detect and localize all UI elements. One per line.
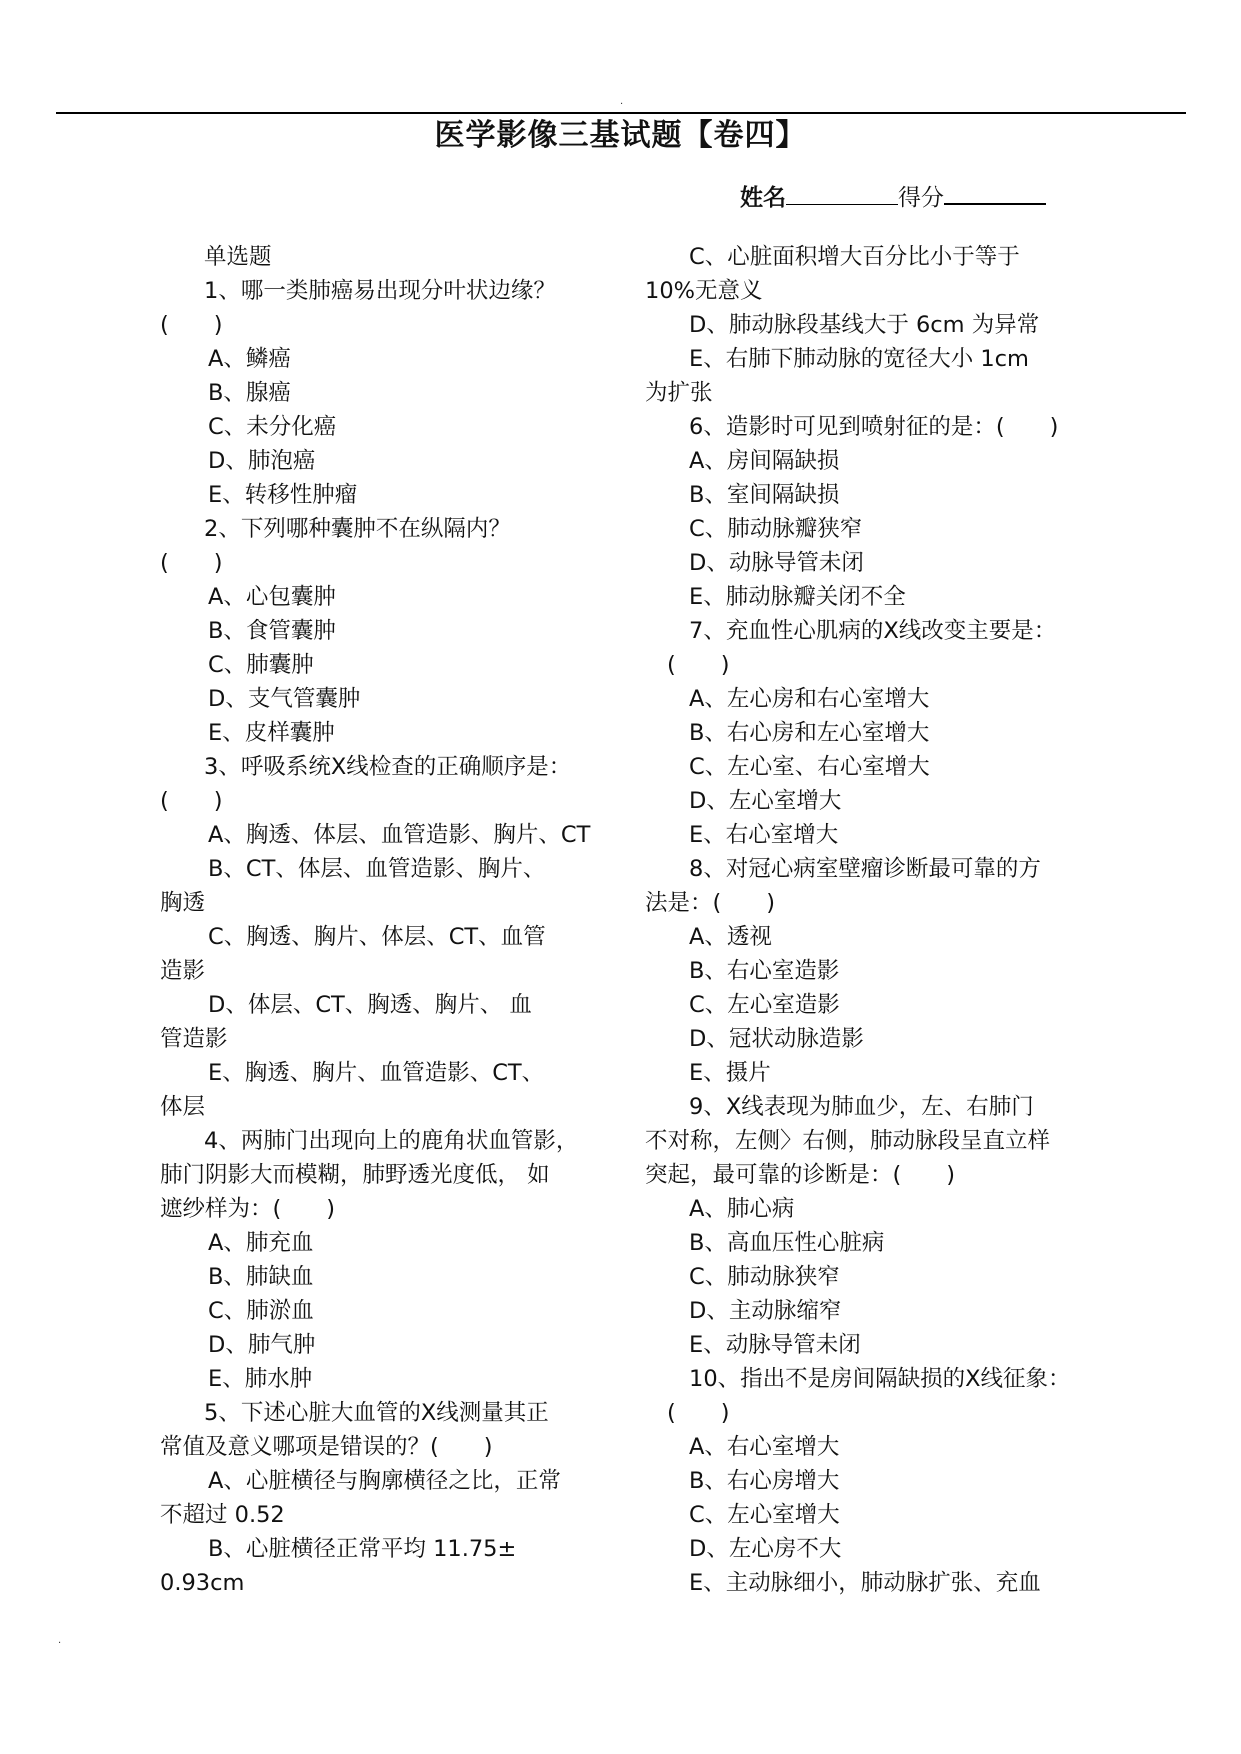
question-line: 9、X线表现为肺血少，左、右肺门	[689, 1094, 1034, 1120]
name-blank[interactable]	[786, 184, 898, 205]
question-line: D、肺动脉段基线大于 6cm 为异常	[689, 312, 1040, 338]
question-line: 0.93cm	[160, 1570, 245, 1596]
question-line: 不对称，左侧〉右侧，肺动脉段呈直立样	[645, 1128, 1051, 1154]
question-line: D、支气管囊肿	[208, 686, 361, 712]
question-line: D、主动脉缩窄	[689, 1298, 842, 1324]
question-line: 6、造影时可见到喷射征的是：( )	[689, 414, 1059, 440]
question-line: B、心脏横径正常平均 11.75±	[208, 1536, 517, 1562]
question-line: 不超过 0.52	[160, 1502, 285, 1528]
question-line: 5、下述心脏大血管的X线测量其正	[204, 1400, 549, 1426]
question-line: E、主动脉细小，肺动脉扩张、充血	[689, 1570, 1041, 1596]
question-line: 突起，最可靠的诊断是：( )	[645, 1162, 956, 1188]
question-line: 10、指出不是房间隔缺损的X线征象：	[689, 1366, 1071, 1392]
footer-dot: .	[58, 1635, 62, 1646]
question-line: B、右心房增大	[689, 1468, 840, 1494]
question-line: E、动脉导管未闭	[689, 1332, 861, 1358]
question-line: 体层	[160, 1094, 206, 1120]
question-line: A、透视	[689, 924, 772, 950]
question-line: 管造影	[160, 1026, 228, 1052]
question-line: C、左心室增大	[689, 1502, 840, 1528]
question-line: D、冠状动脉造影	[689, 1026, 864, 1052]
question-line: A、房间隔缺损	[689, 448, 840, 474]
question-line: ( )	[160, 550, 223, 576]
question-line: ( )	[160, 312, 223, 338]
question-line: C、左心室造影	[689, 992, 840, 1018]
question-line: 遮纱样为：( )	[160, 1196, 336, 1222]
header-dot: .	[620, 96, 624, 107]
question-line: A、心脏横径与胸廓横径之比，正常	[208, 1468, 561, 1494]
question-line: C、未分化癌	[208, 414, 337, 440]
question-line: B、高血压性心脏病	[689, 1230, 885, 1256]
question-line: E、肺水肿	[208, 1366, 313, 1392]
question-line: 法是：( )	[645, 890, 776, 916]
question-line: B、肺缺血	[208, 1264, 314, 1290]
question-line: A、鳞癌	[208, 346, 291, 372]
question-line: 单选题	[204, 244, 272, 270]
question-line: 常值及意义哪项是错误的？( )	[160, 1434, 493, 1460]
score-label: 得分	[898, 185, 944, 211]
name-label: 姓名	[740, 185, 786, 211]
question-line: 造影	[160, 958, 206, 984]
question-line: C、肺淤血	[208, 1298, 314, 1324]
question-line: B、CT、体层、血管造影、胸片、	[208, 856, 546, 882]
question-line: A、心包囊肿	[208, 584, 336, 610]
question-line: D、左心室增大	[689, 788, 842, 814]
question-line: B、右心室造影	[689, 958, 840, 984]
question-line: ( )	[160, 788, 223, 814]
question-line: C、肺动脉狭窄	[689, 1264, 840, 1290]
question-line: C、肺动脉瓣狭窄	[689, 516, 863, 542]
question-line: 2、下列哪种囊肿不在纵隔内？	[204, 516, 511, 542]
right-column	[645, 240, 1085, 1600]
question-line: E、胸透、胸片、血管造影、CT、	[208, 1060, 545, 1086]
question-line: B、腺癌	[208, 380, 291, 406]
question-line: 肺门阴影大而模糊，肺野透光度低， 如	[160, 1162, 550, 1188]
name-score-line	[740, 180, 1046, 216]
question-line: A、胸透、体层、血管造影、胸片、CT	[208, 822, 591, 848]
question-line: ( )	[667, 652, 730, 678]
question-line: B、右心房和左心室增大	[689, 720, 930, 746]
question-line: 1、哪一类肺癌易出现分叶状边缘？	[204, 278, 556, 304]
question-line: B、室间隔缺损	[689, 482, 840, 508]
question-line: C、肺囊肿	[208, 652, 314, 678]
question-line: 为扩张	[645, 380, 713, 406]
question-line: A、右心室增大	[689, 1434, 840, 1460]
question-line: 7、充血性心肌病的X线改变主要是：	[689, 618, 1057, 644]
question-line: B、食管囊肿	[208, 618, 336, 644]
question-line: E、转移性肿瘤	[208, 482, 358, 508]
question-line: 10%无意义	[645, 278, 763, 304]
question-line: D、动脉导管未闭	[689, 550, 864, 576]
question-line: A、肺心病	[689, 1196, 795, 1222]
question-line: D、肺气肿	[208, 1332, 316, 1358]
question-line: C、心脏面积增大百分比小于等于	[689, 244, 1020, 270]
question-line: C、左心室、右心室增大	[689, 754, 930, 780]
question-line: ( )	[667, 1400, 730, 1426]
question-line: E、摄片	[689, 1060, 771, 1086]
question-line: 3、呼吸系统X线检查的正确顺序是：	[204, 754, 572, 780]
page-title: 医学影像三基试题【卷四】	[434, 118, 807, 153]
left-column	[160, 240, 600, 1600]
question-line: A、肺充血	[208, 1230, 314, 1256]
score-blank[interactable]	[944, 183, 1046, 205]
question-line: C、胸透、胸片、体层、CT、血管	[208, 924, 546, 950]
question-line: E、皮样囊肿	[208, 720, 335, 746]
question-line: 4、两肺门出现向上的鹿角状血管影，	[204, 1128, 579, 1154]
question-line: 胸透	[160, 890, 206, 916]
question-line: A、左心房和右心室增大	[689, 686, 930, 712]
question-line: 8、对冠心病室壁瘤诊断最可靠的方	[689, 856, 1041, 882]
question-line: E、肺动脉瓣关闭不全	[689, 584, 906, 610]
question-line: D、肺泡癌	[208, 448, 316, 474]
question-line: E、右心室增大	[689, 822, 839, 848]
question-line: D、左心房不大	[689, 1536, 842, 1562]
question-line: D、体层、CT、胸透、胸片、 血	[208, 992, 532, 1018]
question-line: E、右肺下肺动脉的宽径大小 1cm	[689, 346, 1029, 372]
